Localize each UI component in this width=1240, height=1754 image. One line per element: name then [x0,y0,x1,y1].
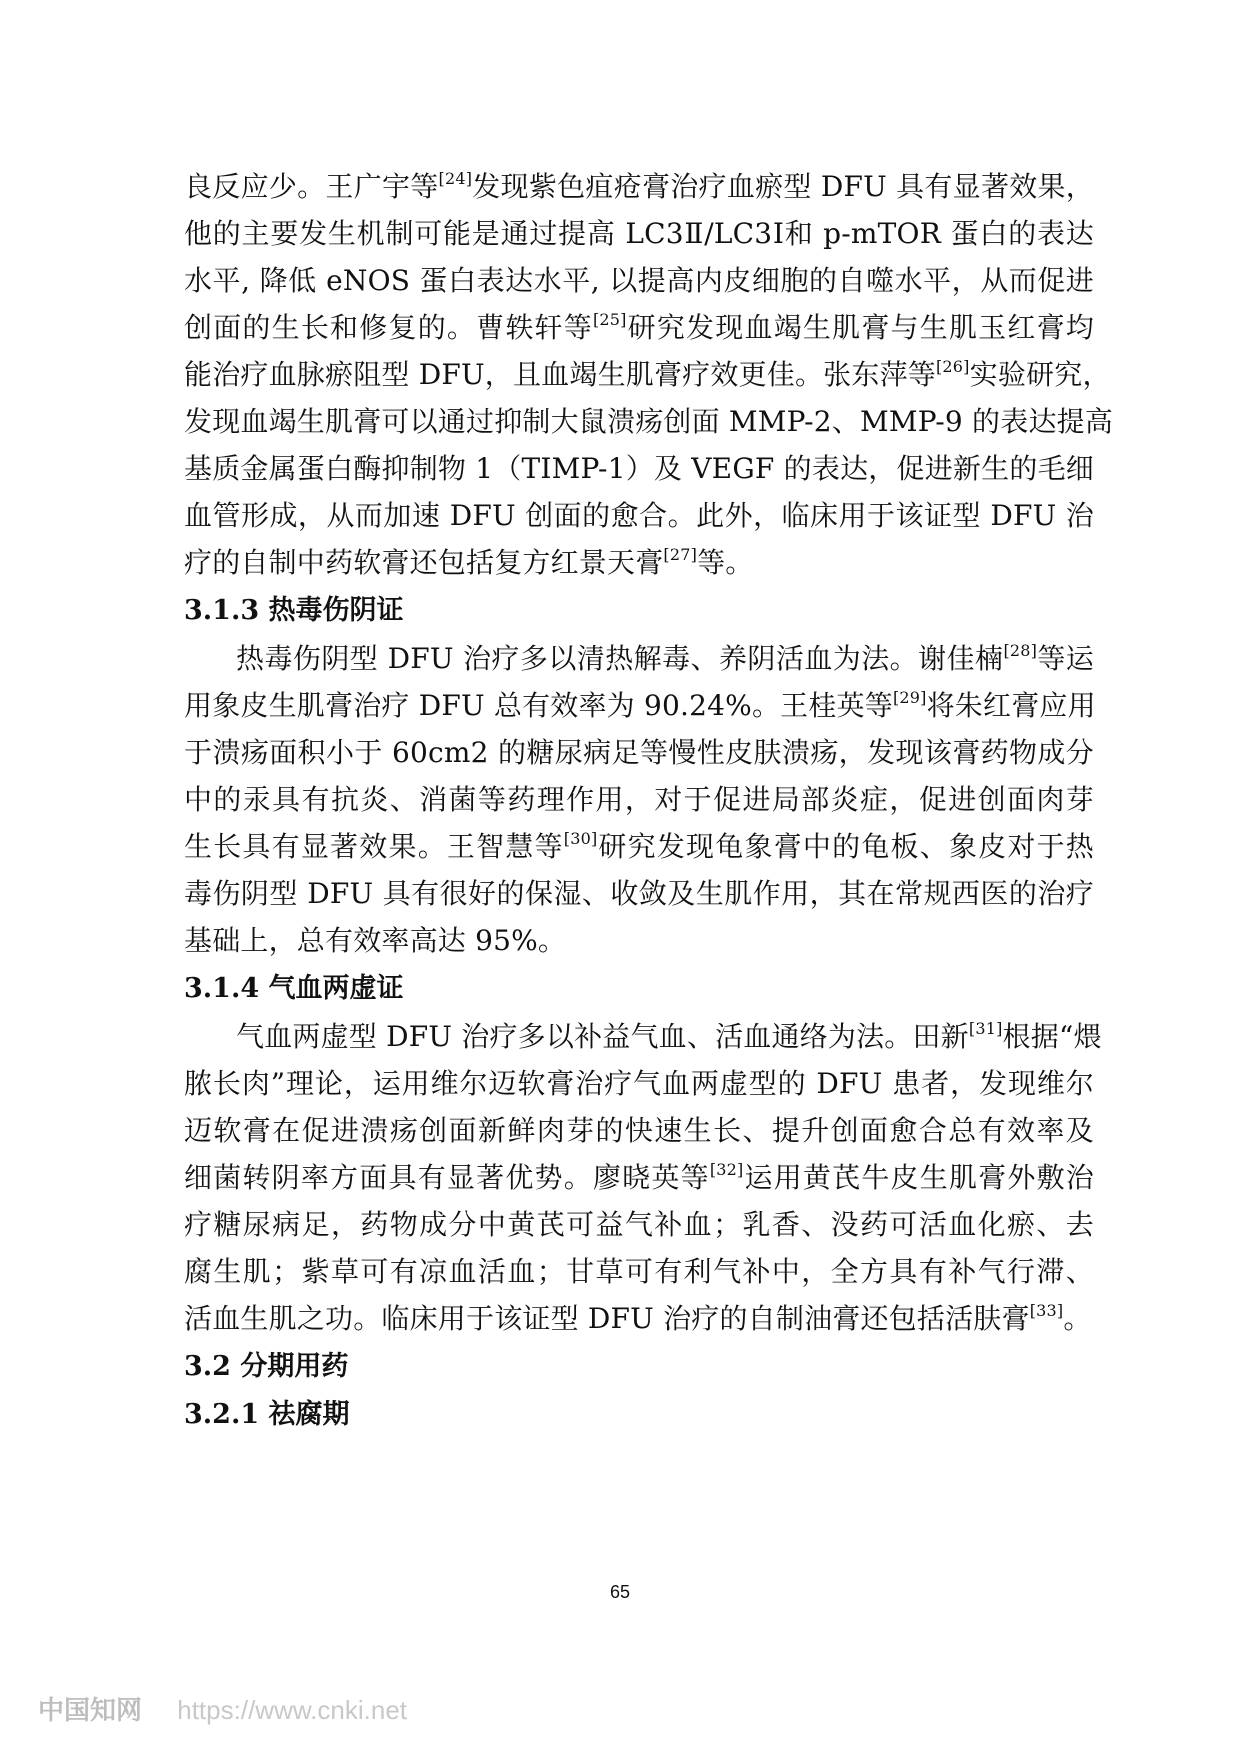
cnki-logo: 中国知网 [38,1695,143,1725]
paragraph-line: 用象皮生肌膏治疗 DFU 总有效率为 90.24%。王桂英等[29]将朱红膏应用 [184,688,1096,722]
section-heading: 3.1.4 气血两虚证 [184,973,404,1004]
citation-ref[interactable]: [33] [1029,1301,1064,1320]
paragraph-line: 发现血竭生肌膏可以通过抑制大鼠溃疡创面 MMP-2、MMP-9 的表达提高 [184,405,1114,438]
paragraph-line: 于溃疡面积小于 60cm2 的糖尿病足等慢性皮肤溃疡，发现该膏药物成分 [184,736,1094,769]
paragraph-line: 基质金属蛋白酶抑制物 1（TIMP-1）及 VEGF 的表达，促进新生的毛细 [184,452,1094,485]
citation-ref[interactable]: [32] [709,1160,744,1179]
paragraph-line: 腐生肌；紫草可有凉血活血；甘草可有利气补中，全方具有补气行滞、 [184,1255,1094,1288]
paragraph-line: 水平, 降低 eNOS 蛋白表达水平, 以提高内皮细胞的自噬水平，从而促进 [184,264,1094,297]
footer-watermark [38,1690,407,1730]
page-number: 65 [609,1582,631,1602]
paragraph-line: 细菌转阴率方面具有显著优势。廖晓英等[32]运用黄芪牛皮生肌膏外敷治 [184,1160,1095,1194]
section-heading: 3.2.1 祛腐期 [184,1399,350,1430]
section-heading: 3.2 分期用药 [184,1351,349,1382]
paragraph-line: 他的主要发生机制可能是通过提高 LC3Ⅱ/LC3Ⅰ和 p-mTOR 蛋白的表达 [184,217,1094,250]
paragraph-line: 毒伤阴型 DFU 具有很好的保湿、收敛及生肌作用，其在常规西医的治疗 [184,877,1094,910]
citation-ref[interactable]: [30] [563,829,598,848]
paragraph-line: 良反应少。王广宇等[24]发现紫色疽疮膏治疗血瘀型 DFU 具有显著效果， [184,169,1094,203]
paragraph-line: 能治疗血脉瘀阻型 DFU，且血竭生肌膏疗效更佳。张东萍等[26]实验研究， [184,357,1111,391]
paragraph-line: 中的汞具有抗炎、消菌等药理作用，对于促进局部炎症，促进创面肉芽 [184,783,1094,816]
citation-ref[interactable]: [31] [968,1019,1003,1038]
citation-ref[interactable]: [26] [935,357,970,376]
paragraph-line: 活血生肌之功。临床用于该证型 DFU 治疗的自制油膏还包括活肤膏[33]。 [184,1301,1092,1335]
paragraph-line: 创面的生长和修复的。曹轶轩等[25]研究发现血竭生肌膏与生肌玉红膏均 [184,310,1095,344]
paragraph-line: 热毒伤阴型 DFU 治疗多以清热解毒、养阴活血为法。谢佳楠[28]等运 [236,641,1094,675]
paragraph-line: 生长具有显著效果。王智慧等[30]研究发现龟象膏中的龟板、象皮对于热 [184,829,1094,863]
paragraph-line: 疗糖尿病足，药物成分中黄芪可益气补血；乳香、没药可活血化瘀、去 [184,1208,1094,1241]
paragraph-line: 气血两虚型 DFU 治疗多以补益气血、活血通络为法。田新[31]根据“煨 [236,1019,1102,1053]
section-heading: 3.1.3 热毒伤阴证 [184,595,404,626]
citation-ref[interactable]: [28] [1003,641,1038,660]
citation-ref[interactable]: [25] [592,310,627,329]
paragraph-line: 血管形成，从而加速 DFU 创面的愈合。此外，临床用于该证型 DFU 治 [184,499,1094,532]
citation-ref[interactable]: [27] [663,545,698,564]
citation-ref[interactable]: [29] [892,688,927,707]
paragraph-line: 基础上，总有效率高达 95%。 [184,924,567,957]
citation-ref[interactable]: [24] [438,169,473,188]
paragraph-line: 疗的自制中药软膏还包括复方红景天膏[27]等。 [184,545,754,579]
paragraph-line: 脓长肉”理论，运用维尔迈软膏治疗气血两虚型的 DFU 患者，发现维尔 [184,1067,1094,1100]
paragraph-line: 迈软膏在促进溃疡创面新鲜肉芽的快速生长、提升创面愈合总有效率及 [184,1114,1094,1147]
cnki-url-link[interactable]: https://www.cnki.net [177,1695,408,1725]
